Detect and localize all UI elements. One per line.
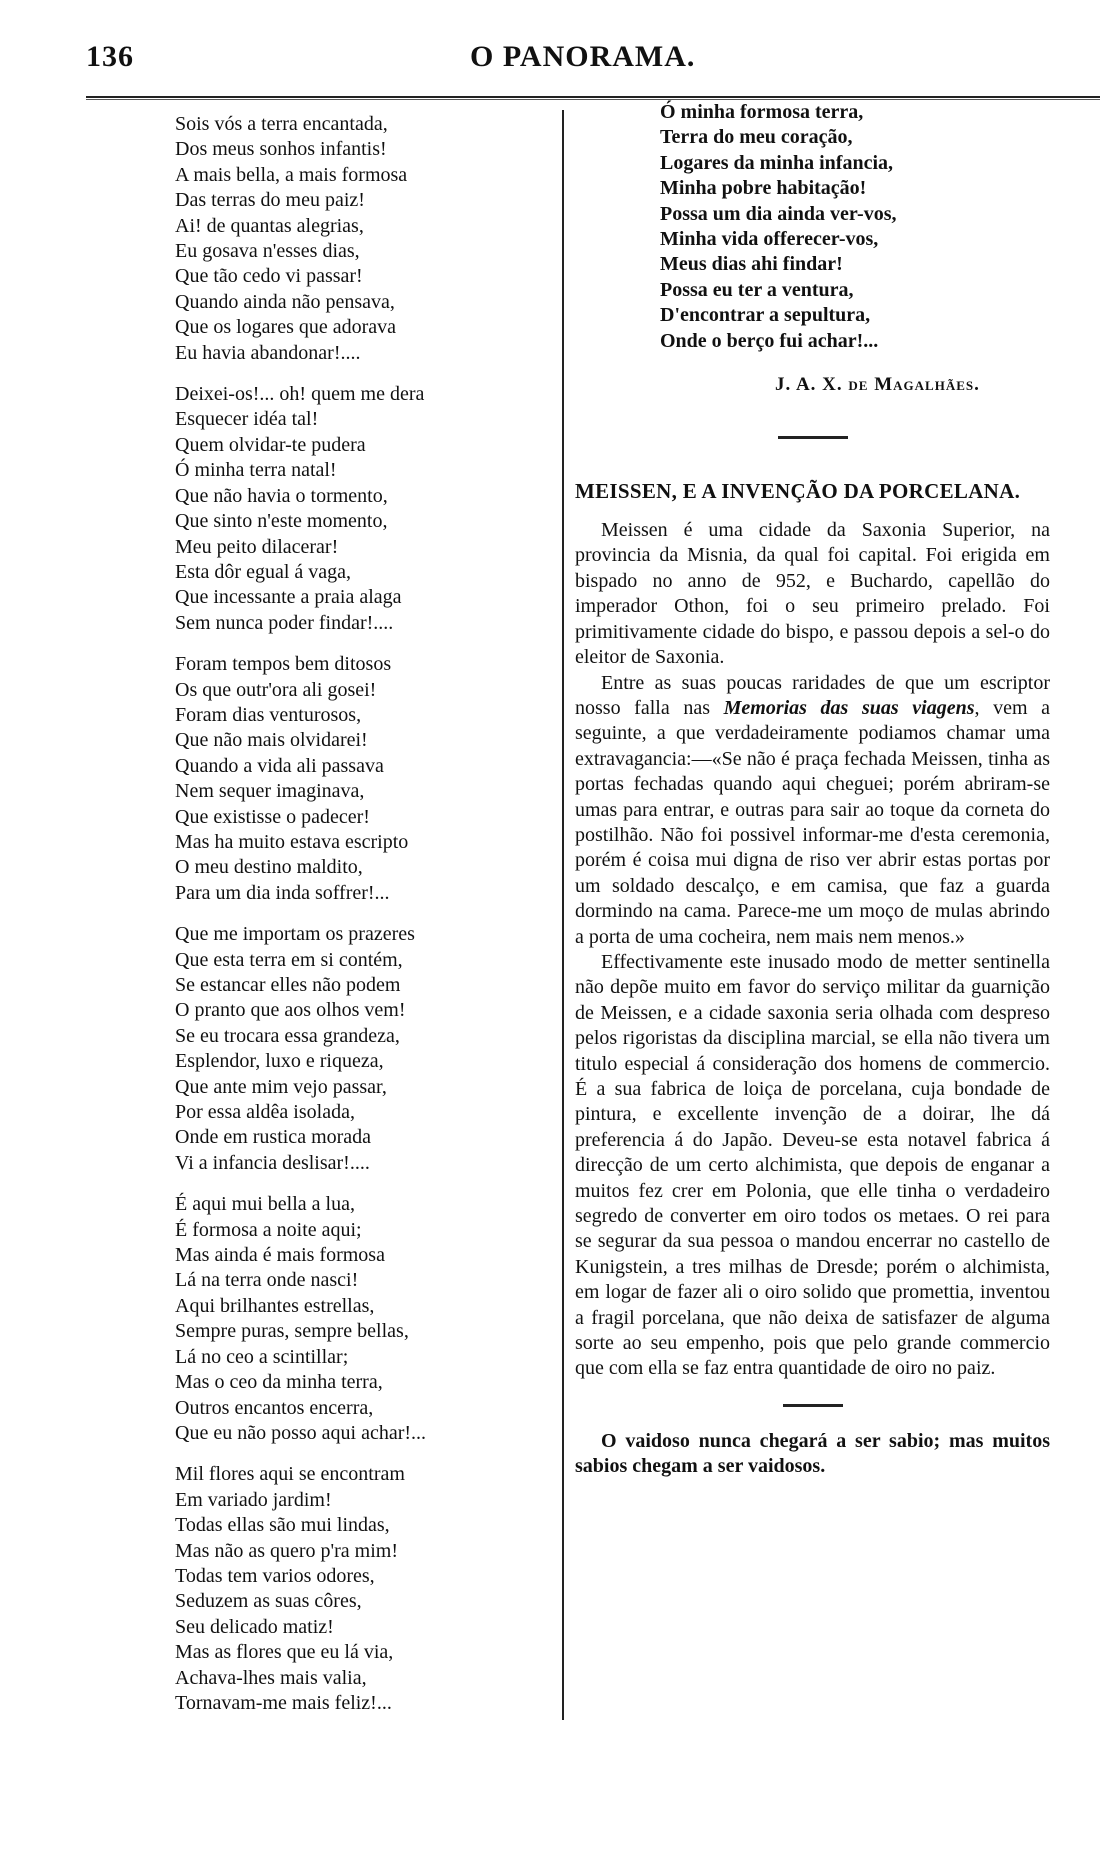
poem-line: Minha vida offerecer-vos, [660,228,879,251]
poem-line: Vi a infancia deslisar!.... [175,1151,370,1174]
poem-line: Ai! de quantas alegrias, [175,214,364,237]
poem-line: Em variado jardim! [175,1488,332,1511]
poem-line: Mas as flores que eu lá via, [175,1641,394,1664]
poem-stanza [175,1192,555,1446]
right-column [575,100,1050,1480]
page-number: 136 [86,40,134,73]
poem-line: Achava-lhes mais valia, [175,1666,367,1689]
signature-name: Magalhães. [874,374,980,396]
poem-line: Mas o ceo da minha terra, [175,1371,383,1394]
poem-line: Lá no ceo a scintillar; [175,1345,349,1368]
poem-line: Esquecer idéa tal! [175,408,319,431]
poem-line: Que me importam os prazeres [175,923,415,946]
poem-line: Que esta terra em si contém, [175,948,403,971]
poem-line: O pranto que aos olhos vem! [175,999,406,1022]
poem-line: Seu delicado matiz! [175,1615,334,1638]
poem-line: Ó minha formosa terra, [660,101,864,123]
poem-line: Para um dia inda soffrer!... [175,881,390,904]
publication-title: O PANORAMA. [470,40,696,73]
poem-line: Meu peito dilacerar! [175,535,339,558]
poem-line: Esplendor, luxo e riqueza, [175,1050,384,1073]
poem-stanza [175,112,555,366]
signature-de: de [848,374,869,396]
poem-line: Seduzem as suas côres, [175,1590,362,1613]
poem-line: Minha pobre habitação! [660,177,867,200]
poem-line: Se eu trocara essa grandeza, [175,1024,400,1047]
poem-line: Todas tem varios odores, [175,1564,375,1587]
column-divider [562,110,564,1720]
poem-stanza [175,922,555,1176]
poem-line: Que ante mim vejo passar, [175,1075,387,1098]
header-rule [86,96,1100,98]
poem-line: Se estancar elles não podem [175,974,401,996]
poem-line: Aqui brilhantes estrellas, [175,1294,375,1317]
poem-line: Onde o berço fui achar!... [660,329,879,352]
poem-line: Que os logares que adorava [175,316,397,339]
poem-line: Que existisse o padecer! [175,805,370,828]
poem-line: Meus dias ahi findar! [660,253,843,276]
poem-line: Mas ha muito estava escripto [175,830,409,853]
article-paragraph-3: Effectivamente este inusado modo de metter sentinella não depõe muito em favor do serviço militar da guarnição de Meissen, e a cidade saxonia seria olhada com despreso pelos rigoristas da disciplina marcial, se ella não tivera um titulo especial á consideração dos homens de commercio. É a sua fabrica de loiça de porcelana, cuja bondade de pintura, e excellente invenção de a doirar, lhe dá preferencia á do Japão. Deveu-se esta notavel fabrica á direcção de um certo alchimista, que depois de enganar a muitos fez crer em Polonia, que elle tinha o verdadeiro segredo de converter em oiro todos os metaes. O rei para se segurar da sua pessoa o mandou encerrar no castello de Kunigstein, a tres milhas de Dresde; porém o alchimista, em logar de fazer ali o oiro solido que promettia, inventou a fragil porcelana, que não deixa de satisfazer de alguma sorte ao seu empenho, pois que pelo grande commercio que com ella se faz entra quantidade de oiro no paiz. [575,950,1050,1380]
poem-stanza [175,652,555,906]
left-poem-column [175,112,555,1732]
poem-line: Sem nunca poder findar!.... [175,611,394,634]
poem-line: É aqui mui bella a lua, [175,1193,355,1216]
poem-line: A mais bella, a mais formosa [175,163,408,186]
poem-line: Por essa aldêa isolada, [175,1101,355,1124]
paragraph-2-start: Entre as suas poucas raridades de que um escriptor nosso falla nas [575,671,1050,719]
maxim: O vaidoso nunca chegará a ser sabio; mas muitos sabios chegam a ser vaidosos. [575,1429,1050,1478]
poem-line: Tornavam-me mais feliz!... [175,1691,392,1714]
article-title: MEISSEN, E A INVENÇÃO DA PORCELANA. [575,479,1021,504]
poem-ending [660,100,1050,354]
poem-signature [575,374,1050,396]
poem-line: Quando ainda não pensava, [175,290,395,313]
poem-line: Mil flores aqui se encontram [175,1463,405,1486]
article-paragraph-1: Meissen é uma cidade da Saxonia Superior, na provincia da Misnia, da qual foi capital. Foi erigida em bispado no anno de 952, e Buchardo, capellão do imperador Othon, foi o seu primeiro prelado. Foi primitivamente cidade do bispo, e passou depois a sel-o do eleitor de Saxonia. [575,519,1050,669]
poem-line: Quando a vida ali passava [175,754,384,777]
poem-line: Que incessante a praia alaga [175,586,402,609]
poem-stanza [175,1462,555,1716]
poem-line: Foram dias venturosos, [175,703,362,726]
poem-line: Deixei-os!... oh! quem me dera [175,383,425,406]
poem-line: Lá na terra onde nasci! [175,1269,359,1292]
paragraph-2-rest: , vem a seguinte, a que verdadeiramente podiamos chamar uma extravagancia:—«Se não é praça fechada Meissen, tinha as portas fechadas quando aqui cheguei; porém abriram-se umas para entrar, e outras para sair ao toque da corneta do postilhão. Não foi possivel informar-me d'esta ceremonia, porém é coisa mui digna de riso ver abrir estas portas por um soldado descalço, e em camisa, que faz a guarda dormindo na cama. Parece-me um moço de mulas abrindo a porta de uma cocheira, nem mais nem menos.» [575,696,1051,948]
poem-line: Mas não as quero p'ra mim! [175,1539,398,1562]
poem-line: Que tão cedo vi passar! [175,265,363,288]
poem-line: Ó minha terra natal! [175,459,337,482]
poem-line: É formosa a noite aqui; [175,1218,362,1241]
poem-line: Sois vós a terra encantada, [175,113,388,135]
poem-line: Possa um dia ainda ver-vos, [660,202,897,225]
poem-line: Todas ellas são mui lindas, [175,1514,390,1537]
poem-line: Que sinto n'este momento, [175,510,388,533]
signature-initials: J. A. X. [775,374,843,396]
poem-line: Eu havia abandonar!.... [175,341,361,364]
poem-line: Logares da minha infancia, [660,151,893,174]
poem-line: Que eu não posso aqui achar!... [175,1421,427,1444]
poem-line: Eu gosava n'esses dias, [175,240,360,263]
poem-line: Quem olvidar-te pudera [175,433,366,456]
poem-line: Possa eu ter a ventura, [660,278,854,301]
poem-line: Sempre puras, sempre bellas, [175,1320,409,1343]
poem-line: Foram tempos bem ditosos [175,653,392,676]
poem-line: Que não mais olvidarei! [175,729,368,752]
poem-line: Esta dôr egual á vaga, [175,560,352,583]
poem-line: Outros encantos encerra, [175,1396,374,1419]
poem-line: D'encontrar a sepultura, [660,304,871,327]
poem-line: Que não havia o tormento, [175,484,388,507]
poem-stanza [175,382,555,636]
book-title: Memorias das suas viagens [723,696,975,719]
poem-line: Onde em rustica morada [175,1126,372,1149]
article-paragraph-2 [575,671,1050,950]
poem-line: Das terras do meu paiz! [175,189,365,212]
poem-line: O meu destino maldito, [175,856,363,879]
maxim-ornament [783,1404,843,1407]
section-ornament [778,436,848,439]
page-header [0,28,1100,78]
poem-line: Mas ainda é mais formosa [175,1244,385,1267]
poem-line: Nem sequer imaginava, [175,780,365,803]
poem-line: Dos meus sonhos infantis! [175,138,387,161]
poem-line: Terra do meu coração, [660,126,853,149]
poem-line: Os que outr'ora ali gosei! [175,678,377,701]
